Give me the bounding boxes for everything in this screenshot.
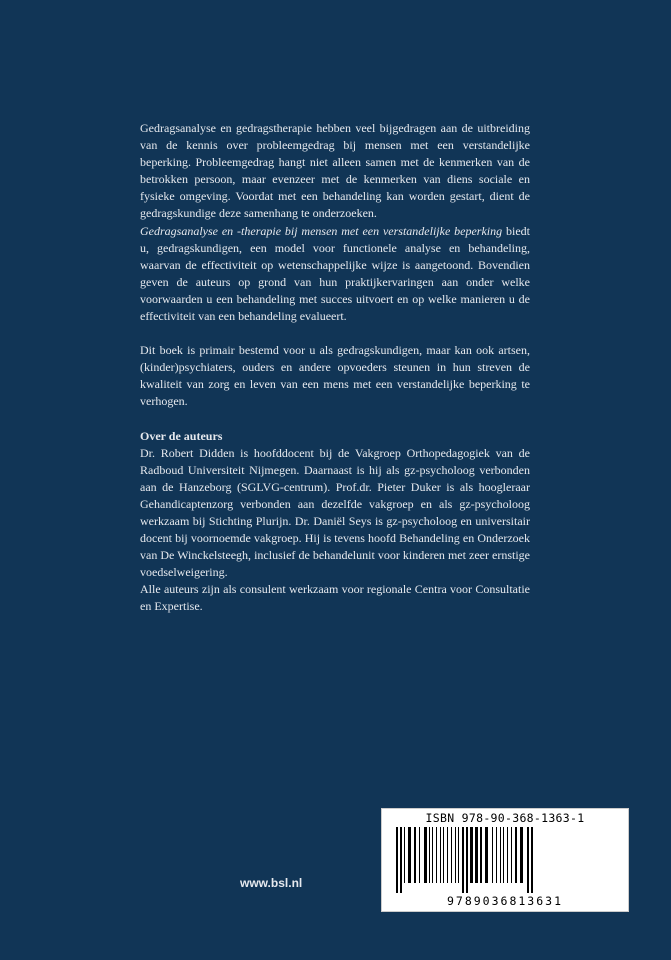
barcode-bar <box>458 827 459 883</box>
barcode-bar <box>480 827 482 883</box>
barcode-bar <box>440 827 441 883</box>
barcode-label <box>381 808 629 912</box>
barcode-bar <box>404 827 405 883</box>
description-paragraph-3: Dit boek is primair bestemd voor u als gedragskundigen, maar kan ook artsen, (kinder)psychiaters, ouders en andere opvoeders steunen in hun streven de kwaliteit van zorg en leven van een mens met een verstandelijke beperking te verhogen. <box>140 343 530 409</box>
description-paragraph-2-text: biedt u, gedragskundigen, een model voor functionele analyse en behandeling, waarvan de effectiviteit op wetenschappelijke wijze is aangetoond. Bovendien geven de auteurs op grond van hun praktijkervaringen aan onder welke voorwaarden u een behandeling met succes uitvoert en op welke manieren u de effectiviteit van een behandeling evalueert. <box>140 223 530 324</box>
publisher-website: www.bsl.nl <box>240 876 303 890</box>
barcode-bar <box>485 827 488 883</box>
barcode-bar <box>396 827 398 893</box>
barcode-bar <box>466 827 468 893</box>
back-cover-text <box>140 120 530 616</box>
authors-paragraph-2: Alle auteurs zijn als consulent werkzaam voor regionale Centra voor Consultatie en Expertise. <box>140 582 530 614</box>
barcode-image <box>392 827 620 893</box>
description-paragraph-2 <box>140 223 530 326</box>
barcode-bar <box>424 827 427 883</box>
barcode-bar <box>419 827 420 883</box>
book-title: Gedragsanalyse en -therapie bij mensen met een verstandelijke beperking <box>140 223 503 238</box>
barcode-bar <box>408 827 411 883</box>
barcode-bar <box>443 827 444 883</box>
barcode-bar <box>414 827 416 883</box>
barcode-bar <box>496 827 497 883</box>
barcode-bar <box>515 827 517 883</box>
barcode-bar <box>527 827 529 893</box>
barcode-bar <box>492 827 493 883</box>
isbn-number: ISBN 978-90-368-1363-1 <box>425 811 585 825</box>
barcode-bar <box>400 827 402 893</box>
barcode-bar <box>511 827 512 883</box>
barcode-bar <box>507 827 508 883</box>
barcode-bar <box>520 827 523 883</box>
ean-number: 9789036813631 <box>446 894 563 908</box>
authors-paragraph-1: Dr. Robert Didden is hoofddocent bij de Vakgroep Orthopedagogiek van de Radboud Universiteit Nijmegen. Daarnaast is hij als gz-psycholoog verbonden aan de Hanzeborg (SGLVG-centrum). Prof.dr. Pieter Duker is als hoogleraar Gehandicaptenzorg verbonden aan dezelfde vakgroep en als gz-psycholoog werkzaam bij Stichting Plurijn. Dr. Daniël Seys is gz-psycholoog en universitair docent bij voornoemde vakgroep. Hij is tevens hoofd Behandeling en Onderzoek van De Winckelsteegh, inclusief de behandelunit voor kinderen met zeer ernstige voedselweigering. <box>140 445 530 580</box>
barcode-bar <box>451 827 452 883</box>
description-paragraph-1: Gedragsanalyse en gedragstherapie hebben veel bijgedragen aan de uitbreiding van de kennis over probleemgedrag bij mensen met een verstandelijke beperking. Probleemgedrag hangt niet alleen samen met de kenmerken van de betrokken persoon, maar evenzeer met de kenmerken van diens sociale en fysieke omgeving. Voordat met een behandeling kan worden gestart, dient de gedragskundige deze samenhang te onderzoeken. <box>140 121 530 221</box>
authors-heading: Over de auteurs <box>140 428 223 443</box>
barcode-bar <box>500 827 501 883</box>
barcode-bar <box>432 827 433 883</box>
barcode-bar <box>429 827 430 883</box>
barcode-bar <box>462 827 464 893</box>
barcode-bar <box>503 827 504 883</box>
barcode-bar <box>455 827 456 883</box>
barcode-bar <box>531 827 533 893</box>
barcode-bar <box>436 827 437 883</box>
barcode-bar <box>470 827 473 883</box>
barcode-bar <box>475 827 478 883</box>
barcode-bar <box>447 827 448 883</box>
